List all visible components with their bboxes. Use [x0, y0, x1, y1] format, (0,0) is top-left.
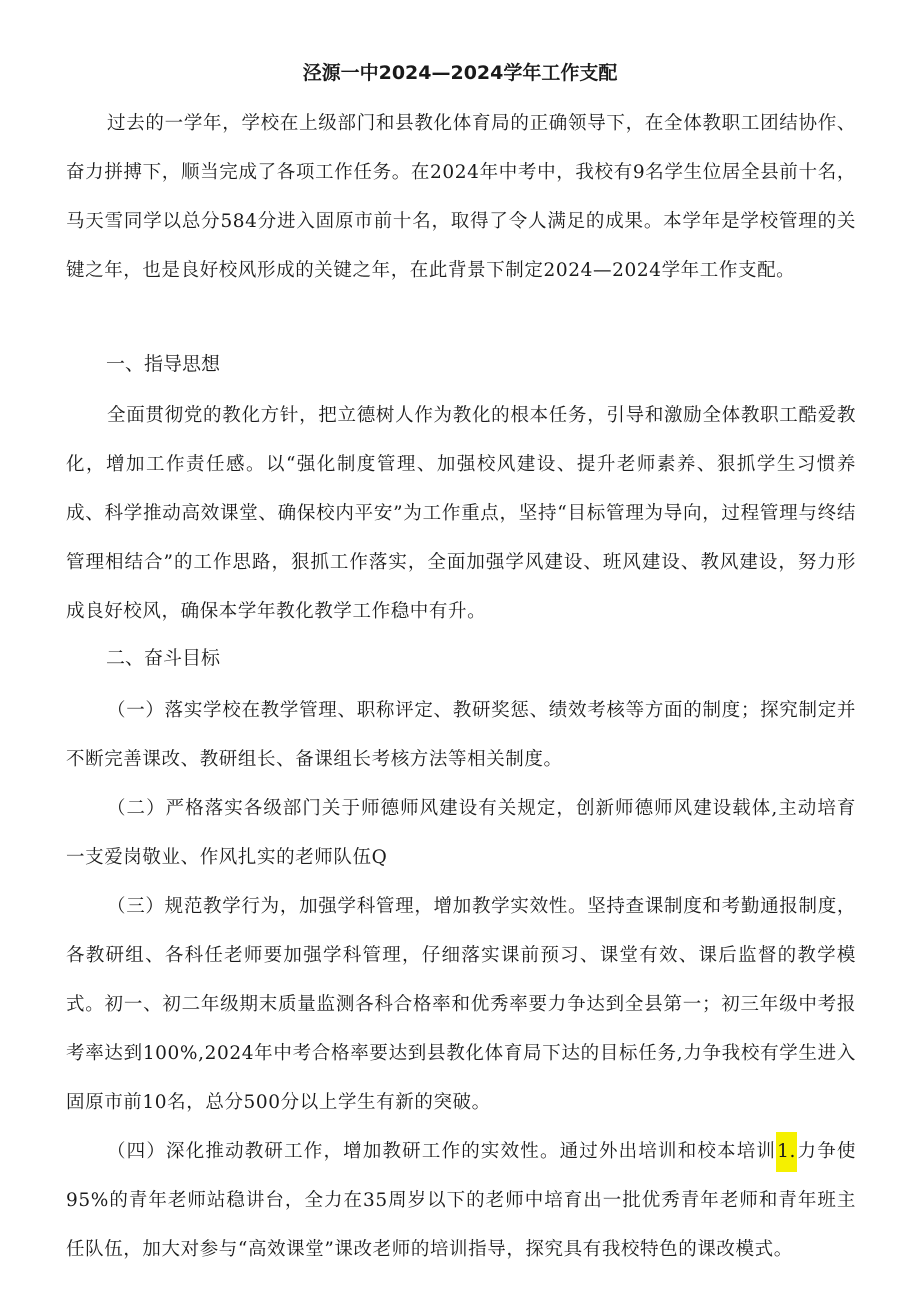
highlighted-text: 1.	[776, 1132, 797, 1172]
guiding-ideology-paragraph: 全面贯彻党的教化方针，把立德树人作为教化的根本任务，引导和激励全体教职工酷爱教化，增加工作责任感。以“强化制度管理、加强校风建设、提升老师素养、狠抓学生习惯养成、科学推动高效课堂、确保校内平安”为工作重点，坚持“目标管理为导向，过程管理与终结管理相结合”的工作思路，狠抓工作落实，全面加强学风建设、班风建设、教风建设，努力形成良好校风，确保本学年教化教学工作稳中有升。	[66, 405, 856, 622]
goal-item-2: （二）严格落实各级部门关于师德师风建设有关规定，创新师德师风建设载体,主动培育一支爱岗敬业、作风扎实的老师队伍Q	[66, 798, 856, 868]
goal-item-4-after: 力争使95%的青年老师站稳讲台，全力在35周岁以下的老师中培育出一批优秀青年老师和青年班主任队伍，加大对参与“高效课堂”课改老师的培训指导，探究具有我校特色的课改模式。	[66, 1141, 856, 1260]
goal-item-3: （三）规范教学行为，加强学科管理，增加教学实效性。坚持查课制度和考勤通报制度，各教研组、各科任老师要加强学科管理，仔细落实课前预习、课堂有效、课后监督的教学模式。初一、初二年级期末质量监测各科合格率和优秀率要力争达到全县第一；初三年级中考报考率达到100%,2024年中考合格率要达到县教化体育局下达的目标任务,力争我校有学生进入固原市前10名，总分500分以上学生有新的突破。	[66, 896, 856, 1113]
goal-item-4	[66, 1127, 856, 1274]
section-heading-goals: 二、奋斗目标	[106, 647, 221, 669]
document-title: 泾源一中2024—2024学年工作支配	[302, 62, 618, 84]
intro-paragraph: 过去的一学年，学校在上级部门和县教化体育局的正确领导下，在全体教职工团结协作、奋力拼搏下，顺当完成了各项工作任务。在2024年中考中，我校有9名学生位居全县前十名，马天雪同学以总分584分进入固原市前十名，取得了令人满足的成果。本学年是学校管理的关键之年，也是良好校风形成的关键之年，在此背景下制定2024—2024学年工作支配。	[66, 113, 856, 281]
goal-item-1: （一）落实学校在教学管理、职称评定、教研奖惩、绩效考核等方面的制度；探究制定并不断完善课改、教研组长、备课组长考核方法等相关制度。	[66, 700, 856, 770]
section-heading-guiding-ideology: 一、指导思想	[106, 353, 221, 375]
goal-item-4-before: （四）深化推动教研工作，增加教研工作的实效性。通过外出培训和校本培训	[107, 1141, 777, 1162]
